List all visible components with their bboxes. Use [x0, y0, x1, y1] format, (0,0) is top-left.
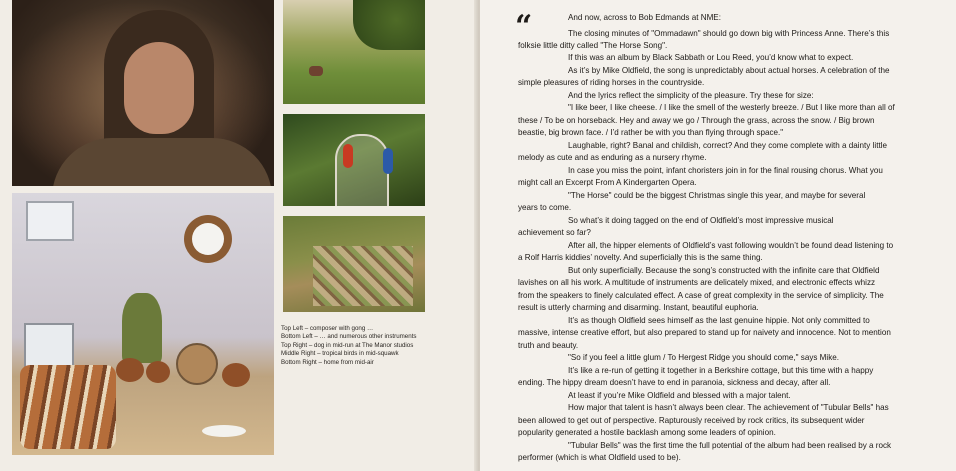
photo-dog-lawn	[283, 0, 425, 104]
article-line: In case you miss the point, infant choristers join in for the final rousing chorus. What you	[568, 166, 883, 175]
article-line: years to come.	[518, 203, 572, 212]
dog	[309, 66, 323, 76]
photo-captions	[281, 325, 461, 367]
article-line: result is utterly charming and disarming. Instant, beautiful euphoria.	[518, 303, 759, 312]
tree	[353, 0, 425, 50]
article-line: beastie, big brown face. / I’d rather be with you than flying through space."	[518, 128, 784, 137]
plant	[122, 293, 162, 363]
timpani	[222, 363, 250, 387]
photo-shirt	[52, 138, 272, 186]
caption-line: Top Right – dog in mid-run at The Manor studios	[281, 341, 414, 349]
caption-line: Bottom Right – home from mid-air	[281, 358, 374, 366]
article-line: lavishes on all his work. A multitude of instruments are delicately mixed, and electronic effects whizz	[518, 278, 876, 287]
red-parrot	[343, 144, 353, 168]
article-line: from the speakers to finely calculated effect. A case of great complexity in the service of simplicity. The	[518, 291, 884, 300]
article-line: simple pleasures of riding horses in the countryside.	[518, 78, 705, 87]
caption-line: Middle Right – tropical birds in mid-squawk	[281, 350, 399, 358]
gong	[176, 343, 218, 385]
photo-face	[124, 42, 194, 134]
timpani	[146, 361, 170, 383]
photo-portrait	[12, 0, 274, 186]
article-line: How major that talent is hasn’t always been clear. The achievement of "Tubular Bells" has	[568, 403, 889, 412]
blue-parrot	[383, 148, 393, 174]
article-line: ending. The hippy dream doesn’t have to end in paranoia, sickness and decay, after all.	[518, 378, 831, 387]
photo-instrument-room	[12, 193, 274, 455]
room-window	[26, 201, 74, 241]
rug	[202, 425, 246, 437]
photo-tropical-birds	[283, 114, 425, 206]
article-line: And the lyrics reflect the simplicity of the pleasure. Try these for size:	[568, 91, 814, 100]
article-line: been allowed to get out of perspective. Rapturously received by rock critics, its subsequent wider	[518, 416, 865, 425]
article-line: It’s as though Oldfield sees himself as the last genuine hippie. Not only committed to	[568, 316, 870, 325]
caption-line: Top Left – composer with gong …	[281, 325, 374, 332]
article-line: "I like beer, I like cheese. / I like the smell of the westerly breeze. / But I like more than all of	[568, 103, 895, 112]
article-line: melody as cute and as enduring as a nursery rhyme.	[518, 153, 707, 162]
article-line: Laughable, right? Banal and childish, correct? And they come complete with a dainty little	[568, 141, 887, 150]
article-line: But only superficially. Because the song’s constructed with the infinite care that Oldfield	[568, 266, 880, 275]
article-line: "So if you feel a little glum / To Hergest Ridge you should come," says Mike.	[568, 353, 840, 362]
article-line: So what’s it doing tagged on the end of Oldfield’s most impressive musical	[568, 216, 834, 225]
caption-line: Bottom Left – … and numerous other instruments	[281, 333, 417, 341]
timpani	[116, 358, 144, 382]
article-line: a Rolf Harris kiddies’ novelty. And superficially this is the same thing.	[518, 253, 763, 262]
article-line: "Tubular Bells" was the first time the full potential of the album had been realised by a rock	[568, 441, 892, 450]
article-line: might call an Excerpt From A Kindergarten Opera.	[518, 178, 697, 187]
article-line: After all, the hipper elements of Oldfield’s vast following wouldn’t be found dead listening to	[568, 241, 894, 250]
article-line: folksie little ditty called "The Horse Song".	[518, 41, 668, 50]
article-line: It’s like a re-run of getting it together in a Berkshire cottage, but this time with a happy	[568, 366, 874, 375]
round-window	[184, 215, 232, 263]
article-line: And now, across to Bob Edmands at NME:	[568, 13, 721, 22]
article-line: As it’s by Mike Oldfield, the song is unpredictably about actual horses. A celebration of the	[568, 66, 890, 75]
article-line: "The Horse" could be the biggest Christmas single this year, and maybe for several	[568, 191, 866, 200]
article-line: popularity generated a hostile backlash among some leaders of opinion.	[518, 428, 776, 437]
article-line: achievement so far?	[518, 228, 591, 237]
guitars	[20, 365, 116, 449]
article-line: performer (which is what Oldfield used to be).	[518, 453, 681, 462]
birdcage	[335, 134, 389, 206]
article-line: At least if you’re Mike Oldfield and blessed with a major talent.	[568, 391, 791, 400]
article-line: The closing minutes of "Ommadawn" should go down big with Princess Anne. There’s this	[568, 29, 890, 38]
quote-mark: “	[515, 9, 533, 44]
aerial-houses	[313, 246, 413, 306]
article-line: massive, intense creative effort, but also prepared to stand up for naivety and innocence. Not to mention	[518, 328, 891, 337]
article-line: these / To be on horseback. Hey and away we go / Through the grass, across the snow. / Big brown	[518, 116, 875, 125]
article-line: truth and beauty.	[518, 341, 579, 350]
article-line: If this was an album by Black Sabbath or Lou Reed, you’d know what to expect.	[568, 53, 854, 62]
photo-aerial-home	[283, 216, 425, 312]
